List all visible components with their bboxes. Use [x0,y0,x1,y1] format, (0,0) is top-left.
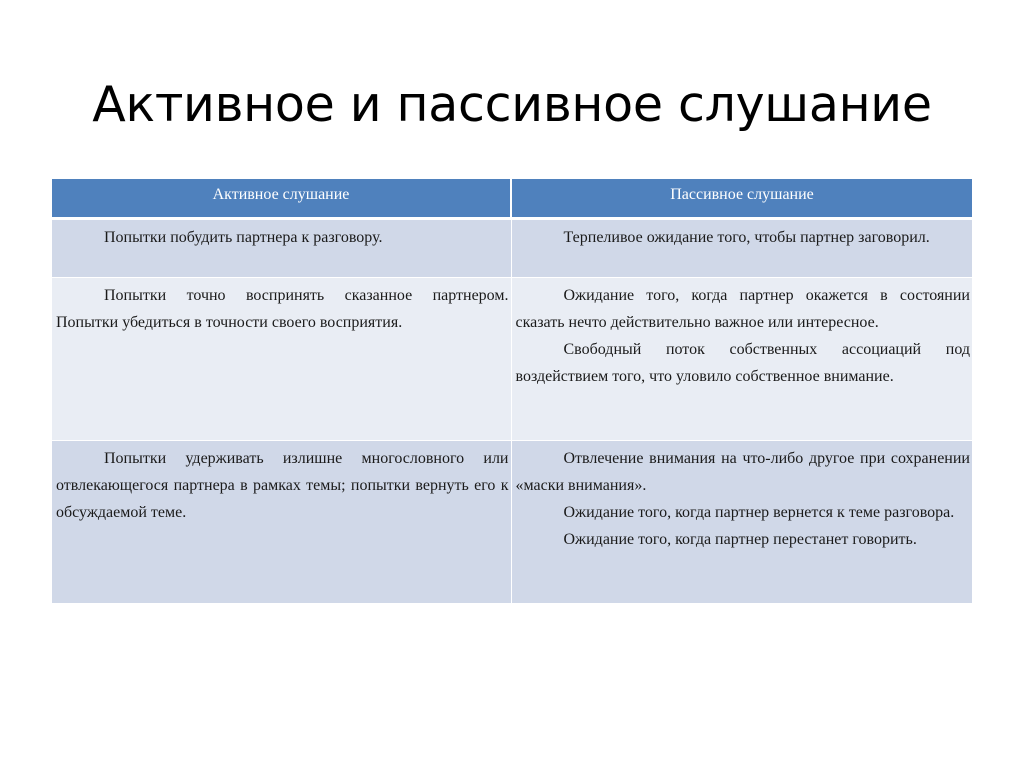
cell-active [52,440,511,603]
table-row [52,277,972,440]
table-row [52,218,972,277]
cell-paragraph: Ожидание того, когда партнер перестанет говорить. [563,530,917,548]
cell-passive [511,218,972,277]
cell-active [52,277,511,440]
cell-paragraph: Ожидание того, когда партнер вернется к теме разговора. [563,503,955,521]
cell-active [52,218,511,277]
table-header-row [52,179,972,218]
comparison-table [52,179,972,604]
cell-paragraph: Попытки побудить партнера к разговору. [104,228,383,246]
header-passive-listening: Пассивное слушание [511,179,972,218]
cell-paragraph: Свободный поток собственных ассоциаций под воздействием того, что уловило собственное внимание. [515,340,970,385]
cell-paragraph: Попытки точно воспринять сказанное партнером. Попытки убедиться в точности своего восприятия. [56,286,509,331]
cell-passive [511,277,972,440]
cell-paragraph: Ожидание того, когда партнер окажется в состоянии сказать нечто действительно важное или интересное. [515,286,970,331]
cell-paragraph: Попытки удерживать излишне многословного или отвлекающегося партнера в рамках темы; попытки вернуть его к обсуждаемой теме. [56,449,509,521]
cell-passive [511,440,972,603]
header-active-listening: Активное слушание [52,179,511,218]
slide-title: Активное и пассивное слушание [92,76,932,133]
cell-paragraph: Терпеливое ожидание того, чтобы партнер заговорил. [563,228,930,246]
table-row [52,440,972,603]
cell-paragraph: Отвлечение внимания на что-либо другое при сохранении «маски внимания». [515,449,970,494]
